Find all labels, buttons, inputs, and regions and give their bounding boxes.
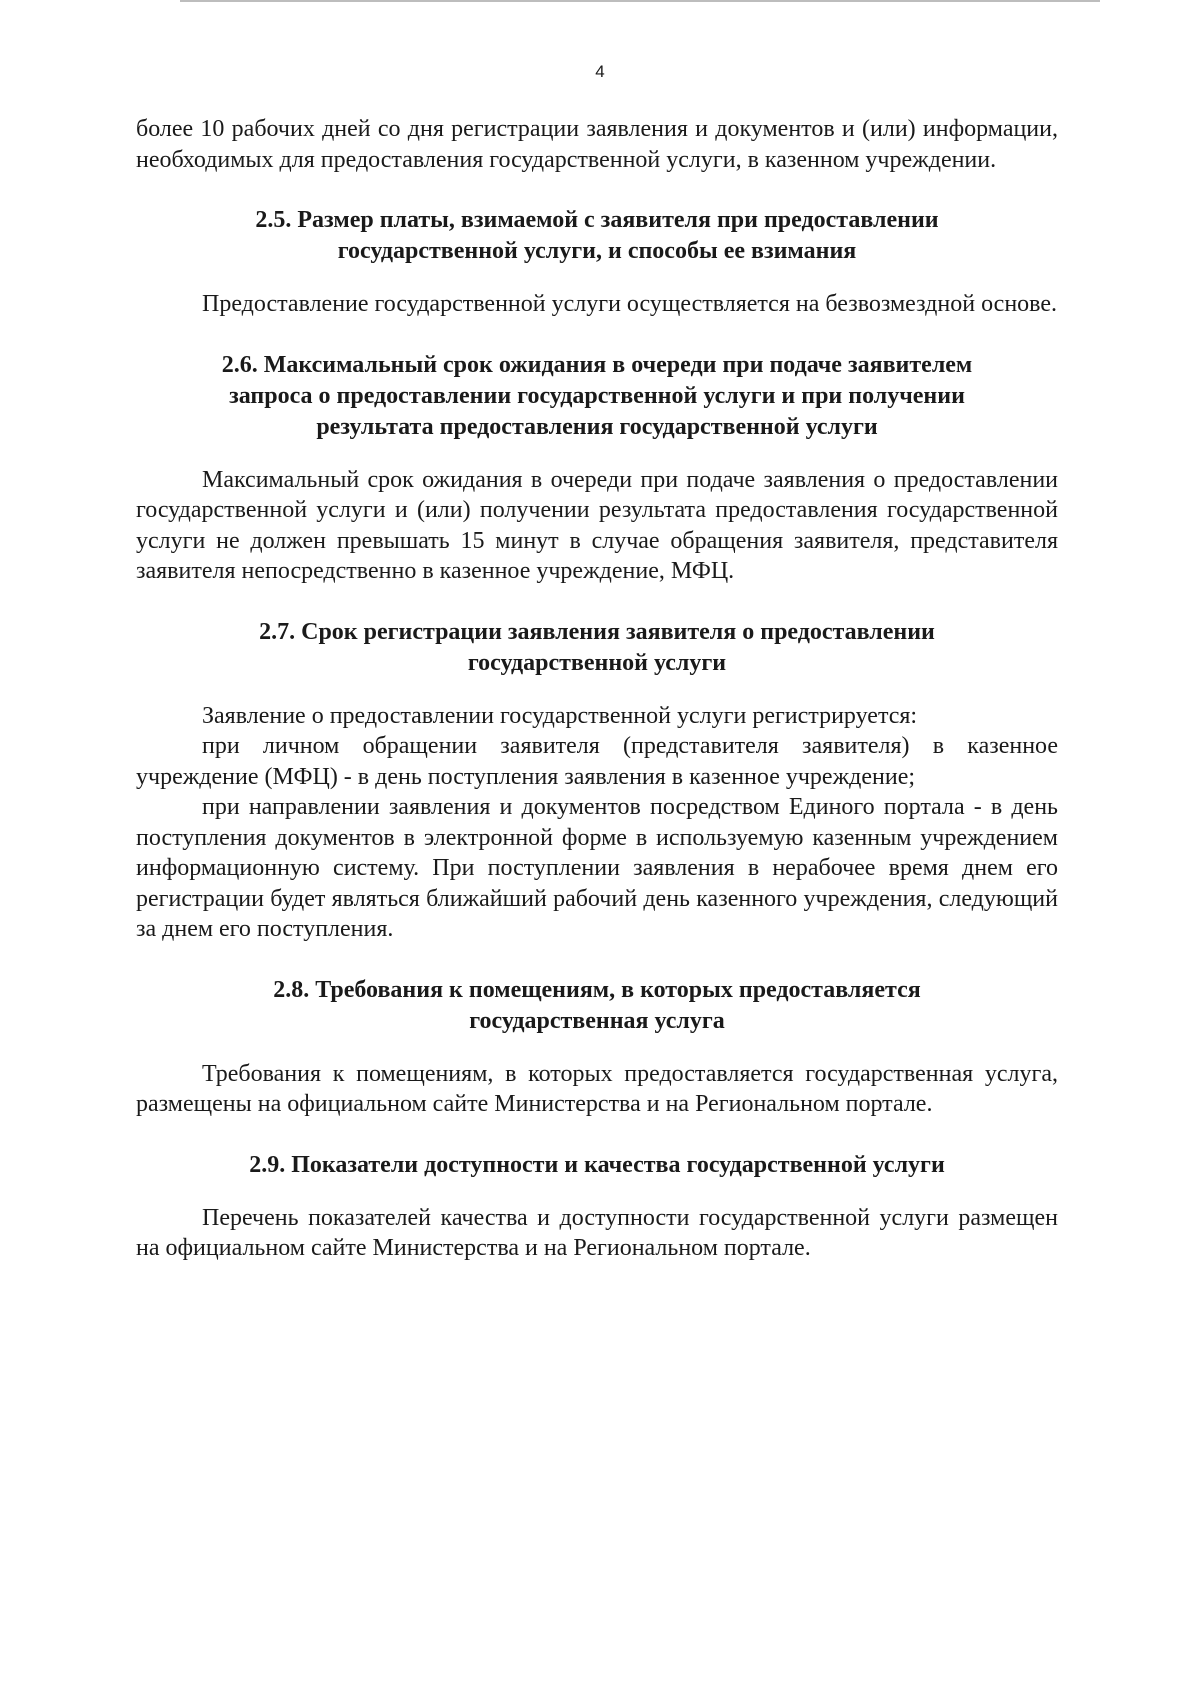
section-2-7-heading: [136, 617, 1058, 679]
section-2-9-heading-line-1: 2.9. Показатели доступности и качества государственной услуги: [249, 1151, 945, 1178]
section-2-5-heading: [136, 205, 1058, 267]
section-2-7-paragraph-1: Заявление о предоставлении государственной услуги регистрируется:: [202, 702, 918, 729]
section-2-5-paragraph: Предоставление государственной услуги осуществляется на безвозмездной основе.: [202, 291, 1058, 317]
section-2-7-paragraph-2: при личном обращении заявителя (представителя заявителя) в казенное учреждение (МФЦ) - в день поступления заявления в казенное учреждение;: [136, 733, 1058, 790]
section-2-5-heading-line-1: 2.5. Размер платы, взимаемой с заявителя при предоставлении: [255, 207, 939, 233]
section-2-5-heading-line-2: государственной услуги, и способы ее взимания: [337, 238, 857, 264]
scan-top-edge: [180, 0, 1100, 2]
section-2-8-heading-line-2: государственная услуга: [469, 1007, 725, 1034]
section-2-7-heading-line-2: государственной услуги: [467, 649, 727, 676]
page-number: 4: [595, 62, 605, 81]
section-2-9-paragraph: Перечень показателей качества и доступности государственной услуги размещен на официальном сайте Министерства и на Региональном портале.: [136, 1204, 1058, 1261]
document-body: [136, 114, 1058, 1264]
intro-paragraph: более 10 рабочих дней со дня регистрации заявления и документов и (или) информации, необходимых для предоставления государственной услуги, в казенном учреждении.: [136, 116, 1058, 173]
section-2-6-heading-line-2: запроса о предоставлении государственной услуги и при получении: [229, 382, 965, 409]
section-2-8-heading: [136, 975, 1058, 1037]
section-2-8-paragraph: Требования к помещениям, в которых предоставляется государственная услуга, размещены на официальном сайте Министерства и на Региональном портале.: [136, 1060, 1058, 1117]
section-2-7-heading-line-1: 2.7. Срок регистрации заявления заявителя о предоставлении: [259, 618, 935, 645]
section-2-6-heading-line-1: 2.6. Максимальный срок ожидания в очереди при подаче заявителем: [221, 351, 973, 378]
section-2-9-heading: [136, 1150, 1058, 1181]
section-2-8-heading-line-1: 2.8. Требования к помещениям, в которых предоставляется: [273, 976, 921, 1003]
section-2-6-heading-line-3: результата предоставления государственной услуги: [316, 413, 878, 440]
section-2-7-paragraph-3: при направлении заявления и документов посредством Единого портала - в день поступления документов в электронной форме в используемую казенным учреждением информационную систему. При поступлении заявления в нерабочее время днем его регистрации будет являться ближайший рабочий день казенного учреждения, следующий за днем его поступления.: [136, 794, 1058, 942]
section-2-6-heading: [136, 350, 1058, 443]
section-2-6-paragraph: Максимальный срок ожидания в очереди при подаче заявления о предоставлении государственной услуги и (или) получении результата предоставления государственной услуги не должен превышать 15 минут в случае обращения заявителя, представителя заявителя непосредственно в казенное учреждение, МФЦ.: [136, 466, 1058, 584]
